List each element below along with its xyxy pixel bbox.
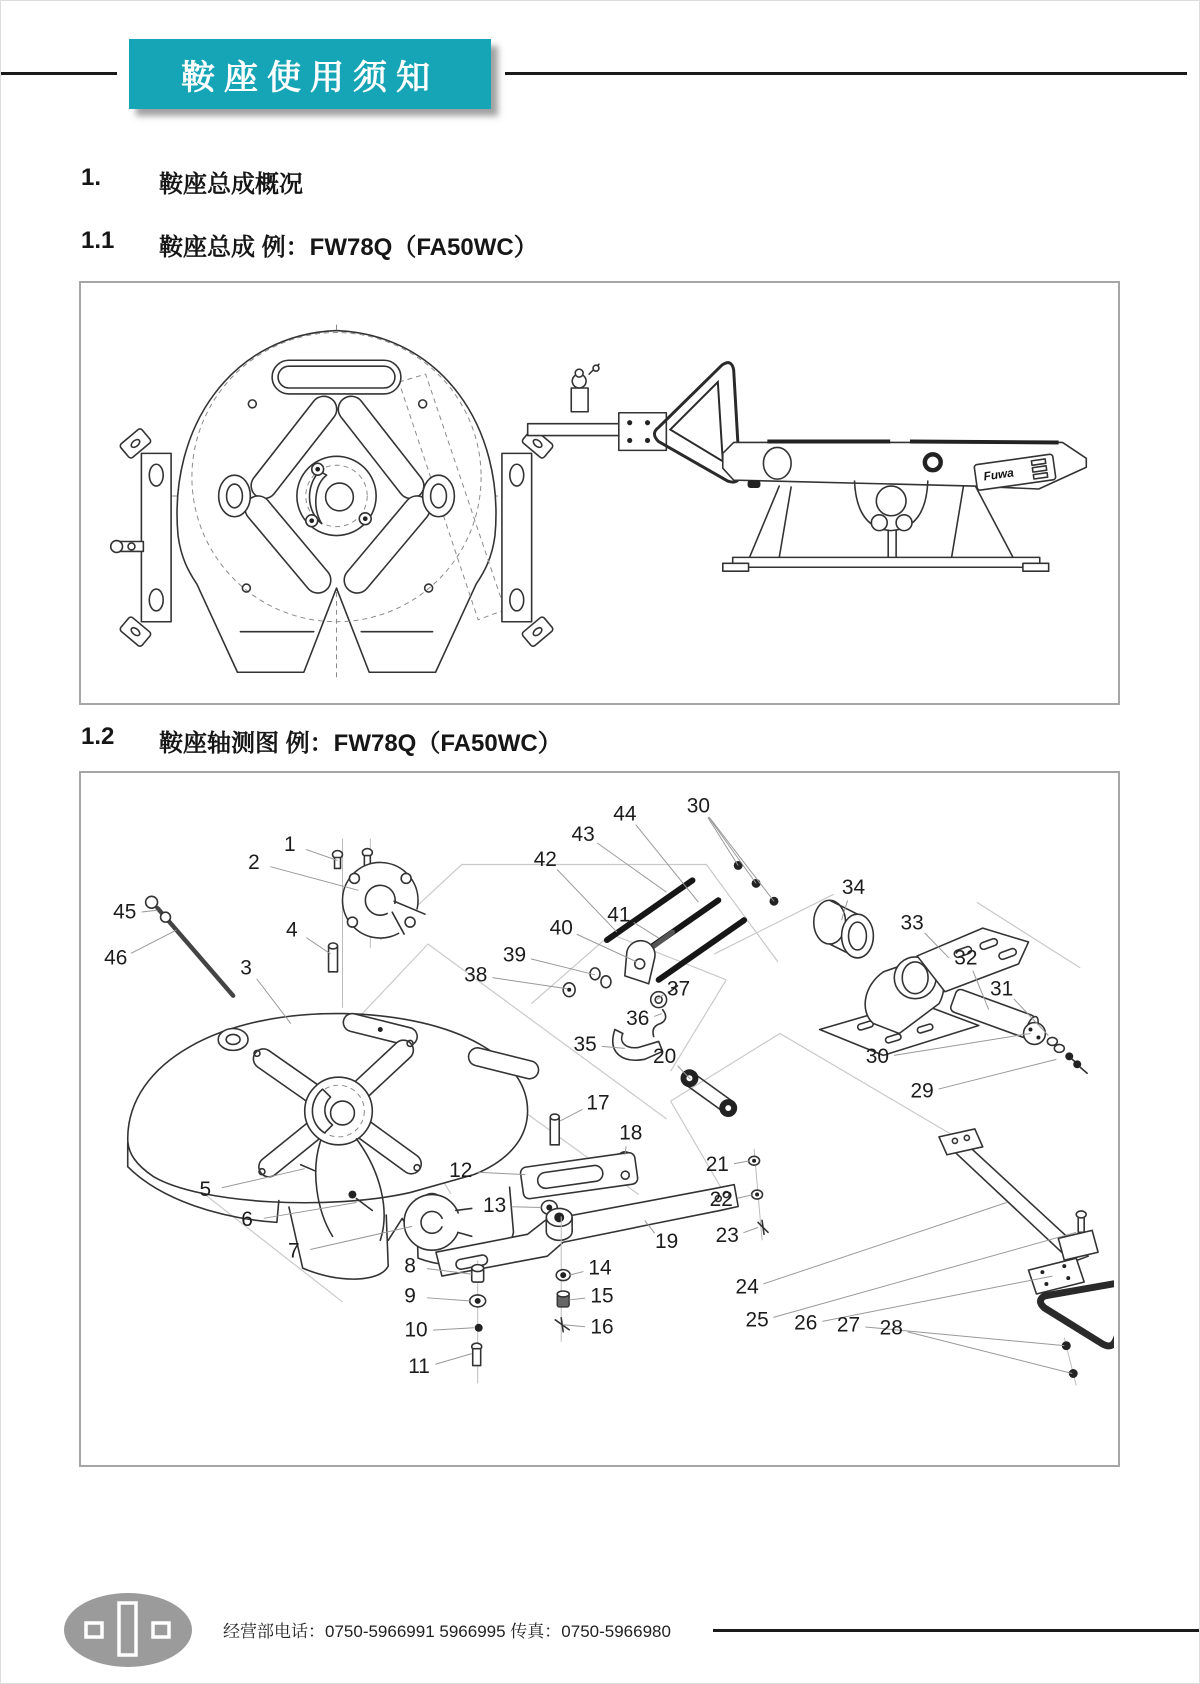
callout-18: 18 (619, 1121, 643, 1145)
section-title: 鞍座轴测图 例：FW78Q（FA50WC） (159, 730, 562, 757)
part-saddle-plate-3 (128, 1012, 541, 1279)
callout-7: 7 (287, 1239, 300, 1263)
callout-41: 41 (607, 903, 631, 927)
part-link-20 (681, 1069, 738, 1117)
callout-24: 24 (735, 1275, 759, 1299)
section-number: 1.1 (81, 227, 115, 254)
callout-22: 22 (709, 1188, 733, 1212)
triangle-pull-handle-icon (1040, 1282, 1114, 1346)
callout-15: 15 (590, 1284, 614, 1308)
section-1-1-heading (81, 227, 538, 262)
callout-10: 10 (404, 1318, 428, 1342)
fifth-wheel-top-view (111, 325, 740, 682)
header-rule-right (505, 72, 1187, 75)
callout-4: 4 (285, 918, 298, 942)
callout-14: 14 (588, 1256, 612, 1280)
callout-42: 42 (533, 848, 557, 872)
callout-38: 38 (464, 963, 488, 987)
callout-6: 6 (241, 1207, 253, 1231)
section-number: 1. (81, 164, 102, 191)
section-title: 鞍座总成 例：FW78Q（FA50WC） (159, 234, 538, 261)
callout-31: 31 (990, 977, 1014, 1001)
callout-30: 30 (865, 1044, 889, 1068)
section-1-2-heading (81, 723, 562, 758)
part-pedestal-bracket (814, 900, 1087, 1073)
callout-5: 5 (199, 1178, 212, 1202)
callout-1: 1 (283, 833, 296, 857)
callout-30: 30 (686, 794, 711, 818)
callout-23: 23 (715, 1223, 739, 1247)
figure-exploded-view (79, 771, 1120, 1467)
callout-20: 20 (653, 1044, 677, 1068)
banner-title: 鞍座使用须知 (181, 58, 439, 97)
callout-27: 27 (836, 1313, 861, 1337)
callout-34: 34 (841, 875, 866, 899)
callout-35: 35 (573, 1032, 597, 1056)
pivot-bracket (855, 481, 928, 531)
callout-11: 11 (408, 1355, 430, 1379)
callout-21: 21 (705, 1153, 729, 1177)
callout-39: 39 (502, 943, 527, 967)
callout-8: 8 (404, 1254, 416, 1278)
figure-assembly-views (79, 281, 1120, 705)
callout-37: 37 (666, 977, 691, 1001)
footer-contact: 经营部电话：0750-5966991 5966995 传真：0750-5966980 (223, 1622, 671, 1641)
part-release-handle-24 (939, 1129, 1114, 1386)
callout-3: 3 (240, 956, 252, 980)
section-title: 鞍座总成概况 (159, 171, 303, 198)
callout-46: 46 (104, 946, 128, 970)
fifth-wheel-assembly-drawing (81, 283, 1114, 699)
callout-40: 40 (549, 916, 573, 940)
grease-fitting (111, 541, 144, 553)
section-1-heading (81, 164, 303, 199)
part-rod-45-46 (146, 896, 233, 995)
callout-12: 12 (449, 1159, 473, 1183)
callout-32: 32 (954, 946, 978, 970)
callout-25: 25 (745, 1308, 769, 1332)
callout-16: 16 (590, 1315, 614, 1339)
callout-43: 43 (571, 823, 595, 847)
callout-26: 26 (794, 1311, 818, 1335)
part-pin-4 (329, 943, 338, 972)
callout-29: 29 (910, 1079, 934, 1103)
kingpin-lock (297, 456, 376, 535)
page-banner (129, 39, 491, 109)
exploded-view-drawing (81, 773, 1114, 1461)
callout-17: 17 (586, 1091, 610, 1115)
callout-45: 45 (113, 900, 137, 924)
callout-9: 9 (404, 1284, 416, 1308)
callout-44: 44 (613, 802, 637, 826)
callout-13: 13 (482, 1193, 507, 1217)
brand-text: Fuwa (982, 465, 1015, 484)
callout-19: 19 (654, 1229, 679, 1253)
part-wear-ring-2 (342, 862, 428, 938)
header-rule-left (1, 72, 117, 75)
callout-2: 2 (248, 850, 260, 874)
footer-rule (713, 1629, 1200, 1632)
callout-36: 36 (626, 1007, 650, 1031)
release-handle-top-view (528, 363, 740, 482)
callout-33: 33 (900, 911, 924, 935)
callout-28: 28 (879, 1316, 903, 1340)
triangle-pull-handle-icon (670, 382, 722, 461)
fifth-wheel-side-view (723, 441, 1087, 571)
company-logo (62, 1591, 194, 1669)
section-number: 1.2 (81, 723, 115, 750)
